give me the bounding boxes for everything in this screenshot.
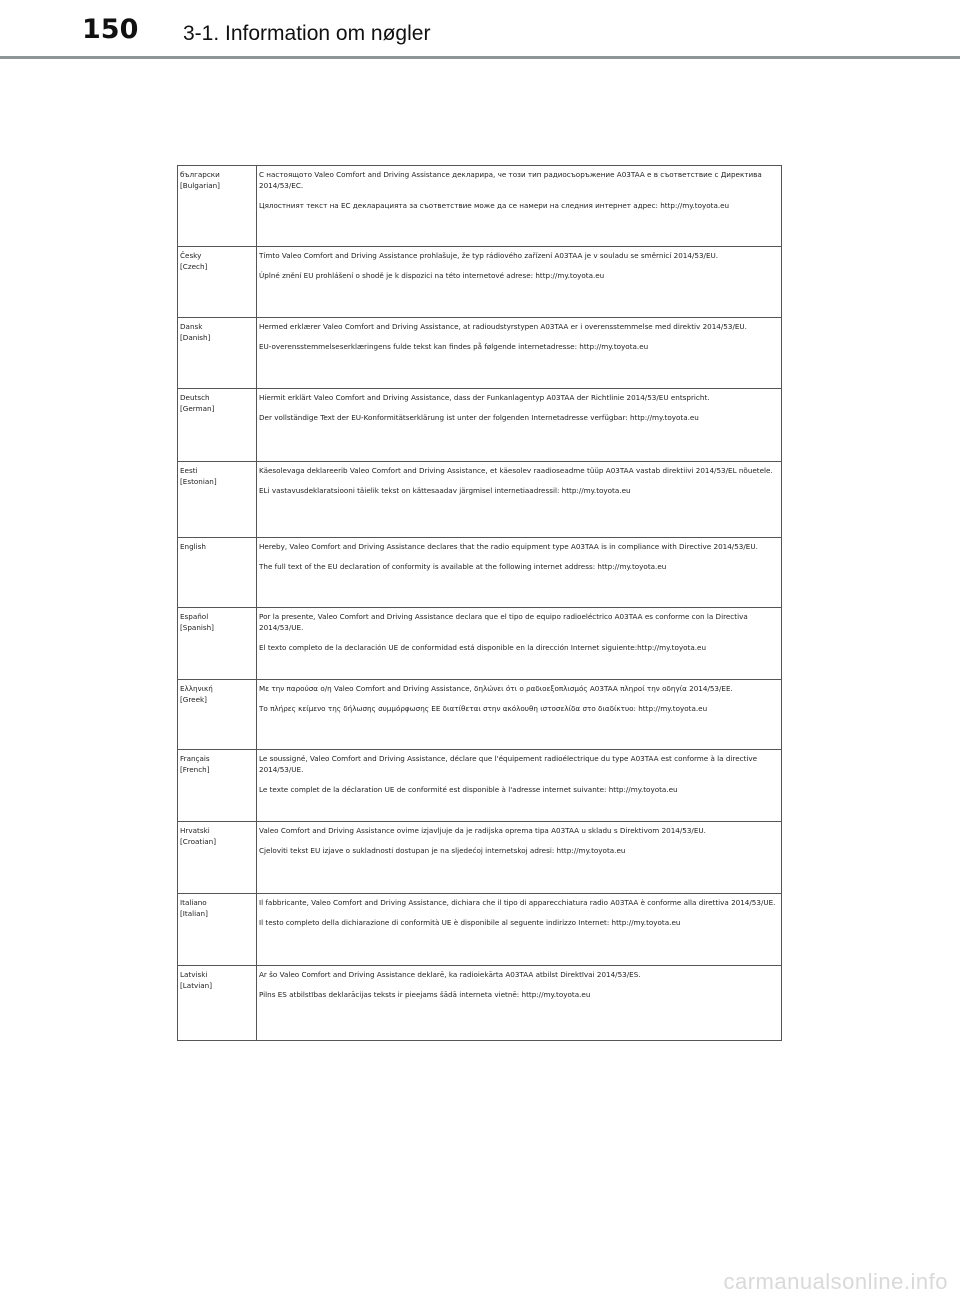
language-native-name: Italiano [180,898,207,907]
declaration-cell [257,894,782,966]
declaration-cell [257,966,782,1041]
table-row [178,894,782,966]
language-native-name: Česky [180,251,202,260]
language-cell [178,894,257,966]
language-cell [178,318,257,389]
table-row [178,538,782,608]
language-cell [178,750,257,822]
language-english-name: [Greek] [180,695,207,704]
declaration-of-conformity-table [177,165,782,1041]
declaration-cell [257,680,782,750]
declaration-full-text-address: The full text of the EU declaration of conformity is available at the following internet address: http://my.toyota.eu [259,562,667,571]
declaration-statement: Tímto Valeo Comfort and Driving Assistance prohlašuje, že typ rádiového zařízení A03TAA je v souladu se směrnicí 2014/53/EU. [259,251,719,260]
page-number: 150 [82,14,139,45]
language-english-name: [Estonian] [180,477,217,486]
language-english-name: [Latvian] [180,981,213,990]
table-row [178,247,782,318]
language-native-name: Dansk [180,322,203,331]
header-divider [0,56,960,59]
declaration-full-text-address: El texto completo de la declaración UE de conformidad está disponible en la dirección Internet siguiente:http://my.toyota.eu [259,643,707,652]
language-cell [178,462,257,538]
declaration-full-text-address: EU-overensstemmelseserklæringens fulde tekst kan findes på følgende internetadresse: http://my.toyota.eu [259,342,649,351]
declaration-full-text-address: Pilns ES atbilstības deklarācijas teksts ir pieejams šādā interneta vietnē: http://my.toyota.eu [259,990,591,999]
language-cell [178,822,257,894]
language-cell [178,680,257,750]
language-native-name: Français [180,754,210,763]
table-row [178,750,782,822]
declaration-full-text-address: Το πλήρες κείμενο της δήλωσης συμμόρφωσης ΕΕ διατίθεται στην ακόλουθη ιστοσελίδα στο διαδίκτυο: http://my.toyota.eu [259,704,708,713]
table-row [178,680,782,750]
language-native-name: български [180,170,220,179]
language-native-name: English [180,542,206,551]
language-native-name: Latviski [180,970,208,979]
declaration-full-text-address: Der vollständige Text der EU-Konformitätserklärung ist unter der folgenden Internetadresse verfügbar: http://my.toyota.eu [259,413,699,422]
page-header [0,0,960,60]
declaration-cell [257,608,782,680]
table-row [178,822,782,894]
declaration-full-text-address: Il testo completo della dichiarazione di conformità UE è disponibile al seguente indirizzo Internet: http://my.toyota.eu [259,918,681,927]
declaration-cell [257,538,782,608]
language-english-name: [German] [180,404,215,413]
language-native-name: Eesti [180,466,198,475]
language-cell [178,247,257,318]
declaration-statement: Il fabbricante, Valeo Comfort and Driving Assistance, dichiara che il tipo di apparecchiatura radio A03TAA è conforme alla direttiva 2014/53/UE. [259,898,776,907]
declaration-cell [257,750,782,822]
declaration-statement: Por la presente, Valeo Comfort and Driving Assistance declara que el tipo de equipo radioeléctrico A03TAA es conforme con la Directiva 2014/53/UE. [259,612,748,632]
table-row [178,166,782,247]
declaration-statement: С настоящото Valeo Comfort and Driving Assistance декларира, че този тип радиосъоръжение A03TAA е в съответствие с Директива 2014/53/ЕС. [259,170,762,190]
table-row [178,318,782,389]
table-row [178,966,782,1041]
language-english-name: [Spanish] [180,623,214,632]
declaration-statement: Hiermit erklärt Valeo Comfort and Driving Assistance, dass der Funkanlagentyp A03TAA der Richtlinie 2014/53/EU entspricht. [259,393,710,402]
declaration-full-text-address: Цялостният текст на ЕС декларацията за съответствие може да се намери на следния интернет адрес: http://my.toyota.eu [259,201,730,210]
language-cell [178,538,257,608]
declaration-statement: Hermed erklærer Valeo Comfort and Driving Assistance, at radioudstyrstypen A03TAA er i overensstemmelse med direktiv 2014/53/EU. [259,322,747,331]
table-row [178,608,782,680]
declaration-cell [257,462,782,538]
language-native-name: Hrvatski [180,826,210,835]
language-cell [178,389,257,462]
declaration-statement: Le soussigné, Valeo Comfort and Driving Assistance, déclare que l'équipement radioélectrique du type A03TAA est conforme à la directive 2014/53/UE. [259,754,758,774]
table-row [178,462,782,538]
language-cell [178,608,257,680]
language-english-name: [Italian] [180,909,208,918]
declaration-full-text-address: ELi vastavusdeklaratsiooni täielik tekst on kättesaadav järgmisel internetiaadressil: http://my.toyota.eu [259,486,631,495]
declaration-statement: Käesolevaga deklareerib Valeo Comfort and Driving Assistance, et käesolev raadioseadme tüüp A03TAA vastab direktiivi 2014/53/EL nõuetele. [259,466,773,475]
table-row [178,389,782,462]
language-cell [178,966,257,1041]
declaration-statement: Με την παρούσα ο/η Valeo Comfort and Driving Assistance, δηλώνει ότι ο ραδιοεξοπλισμός A03TAA πληροί την οδηγία 2014/53/ΕΕ. [259,684,733,693]
declaration-cell [257,318,782,389]
declaration-cell [257,247,782,318]
language-native-name: Ελληνική [180,684,213,693]
language-cell [178,166,257,247]
declaration-cell [257,822,782,894]
site-watermark: carmanualsonline.info [723,1269,948,1294]
declaration-statement: Ar šo Valeo Comfort and Driving Assistance deklarē, ka radioiekārta A03TAA atbilst Direktīvai 2014/53/ES. [259,970,641,979]
declaration-full-text-address: Cjeloviti tekst EU izjave o sukladnosti dostupan je na sljedećoj internetskoj adresi: http://my.toyota.eu [259,846,626,855]
section-title: 3-1. Information om nøgler [183,22,431,45]
language-english-name: [Czech] [180,262,208,271]
language-native-name: Español [180,612,209,621]
language-english-name: [Bulgarian] [180,181,220,190]
declaration-statement: Hereby, Valeo Comfort and Driving Assistance declares that the radio equipment type A03TAA is in compliance with Directive 2014/53/EU. [259,542,758,551]
declaration-statement: Valeo Comfort and Driving Assistance ovime izjavljuje da je radijska oprema tipa A03TAA u skladu s Direktivom 2014/53/EU. [259,826,706,835]
language-english-name: [Danish] [180,333,211,342]
declaration-full-text-address: Le texte complet de la déclaration UE de conformité est disponible à l'adresse internet suivante: http://my.toyota.eu [259,785,678,794]
declaration-full-text-address: Úplné znění EU prohlášení o shodě je k dispozici na této internetové adrese: http://my.toyota.eu [259,271,605,280]
language-native-name: Deutsch [180,393,210,402]
declaration-cell [257,166,782,247]
declaration-cell [257,389,782,462]
language-english-name: [Croatian] [180,837,217,846]
language-english-name: [French] [180,765,210,774]
